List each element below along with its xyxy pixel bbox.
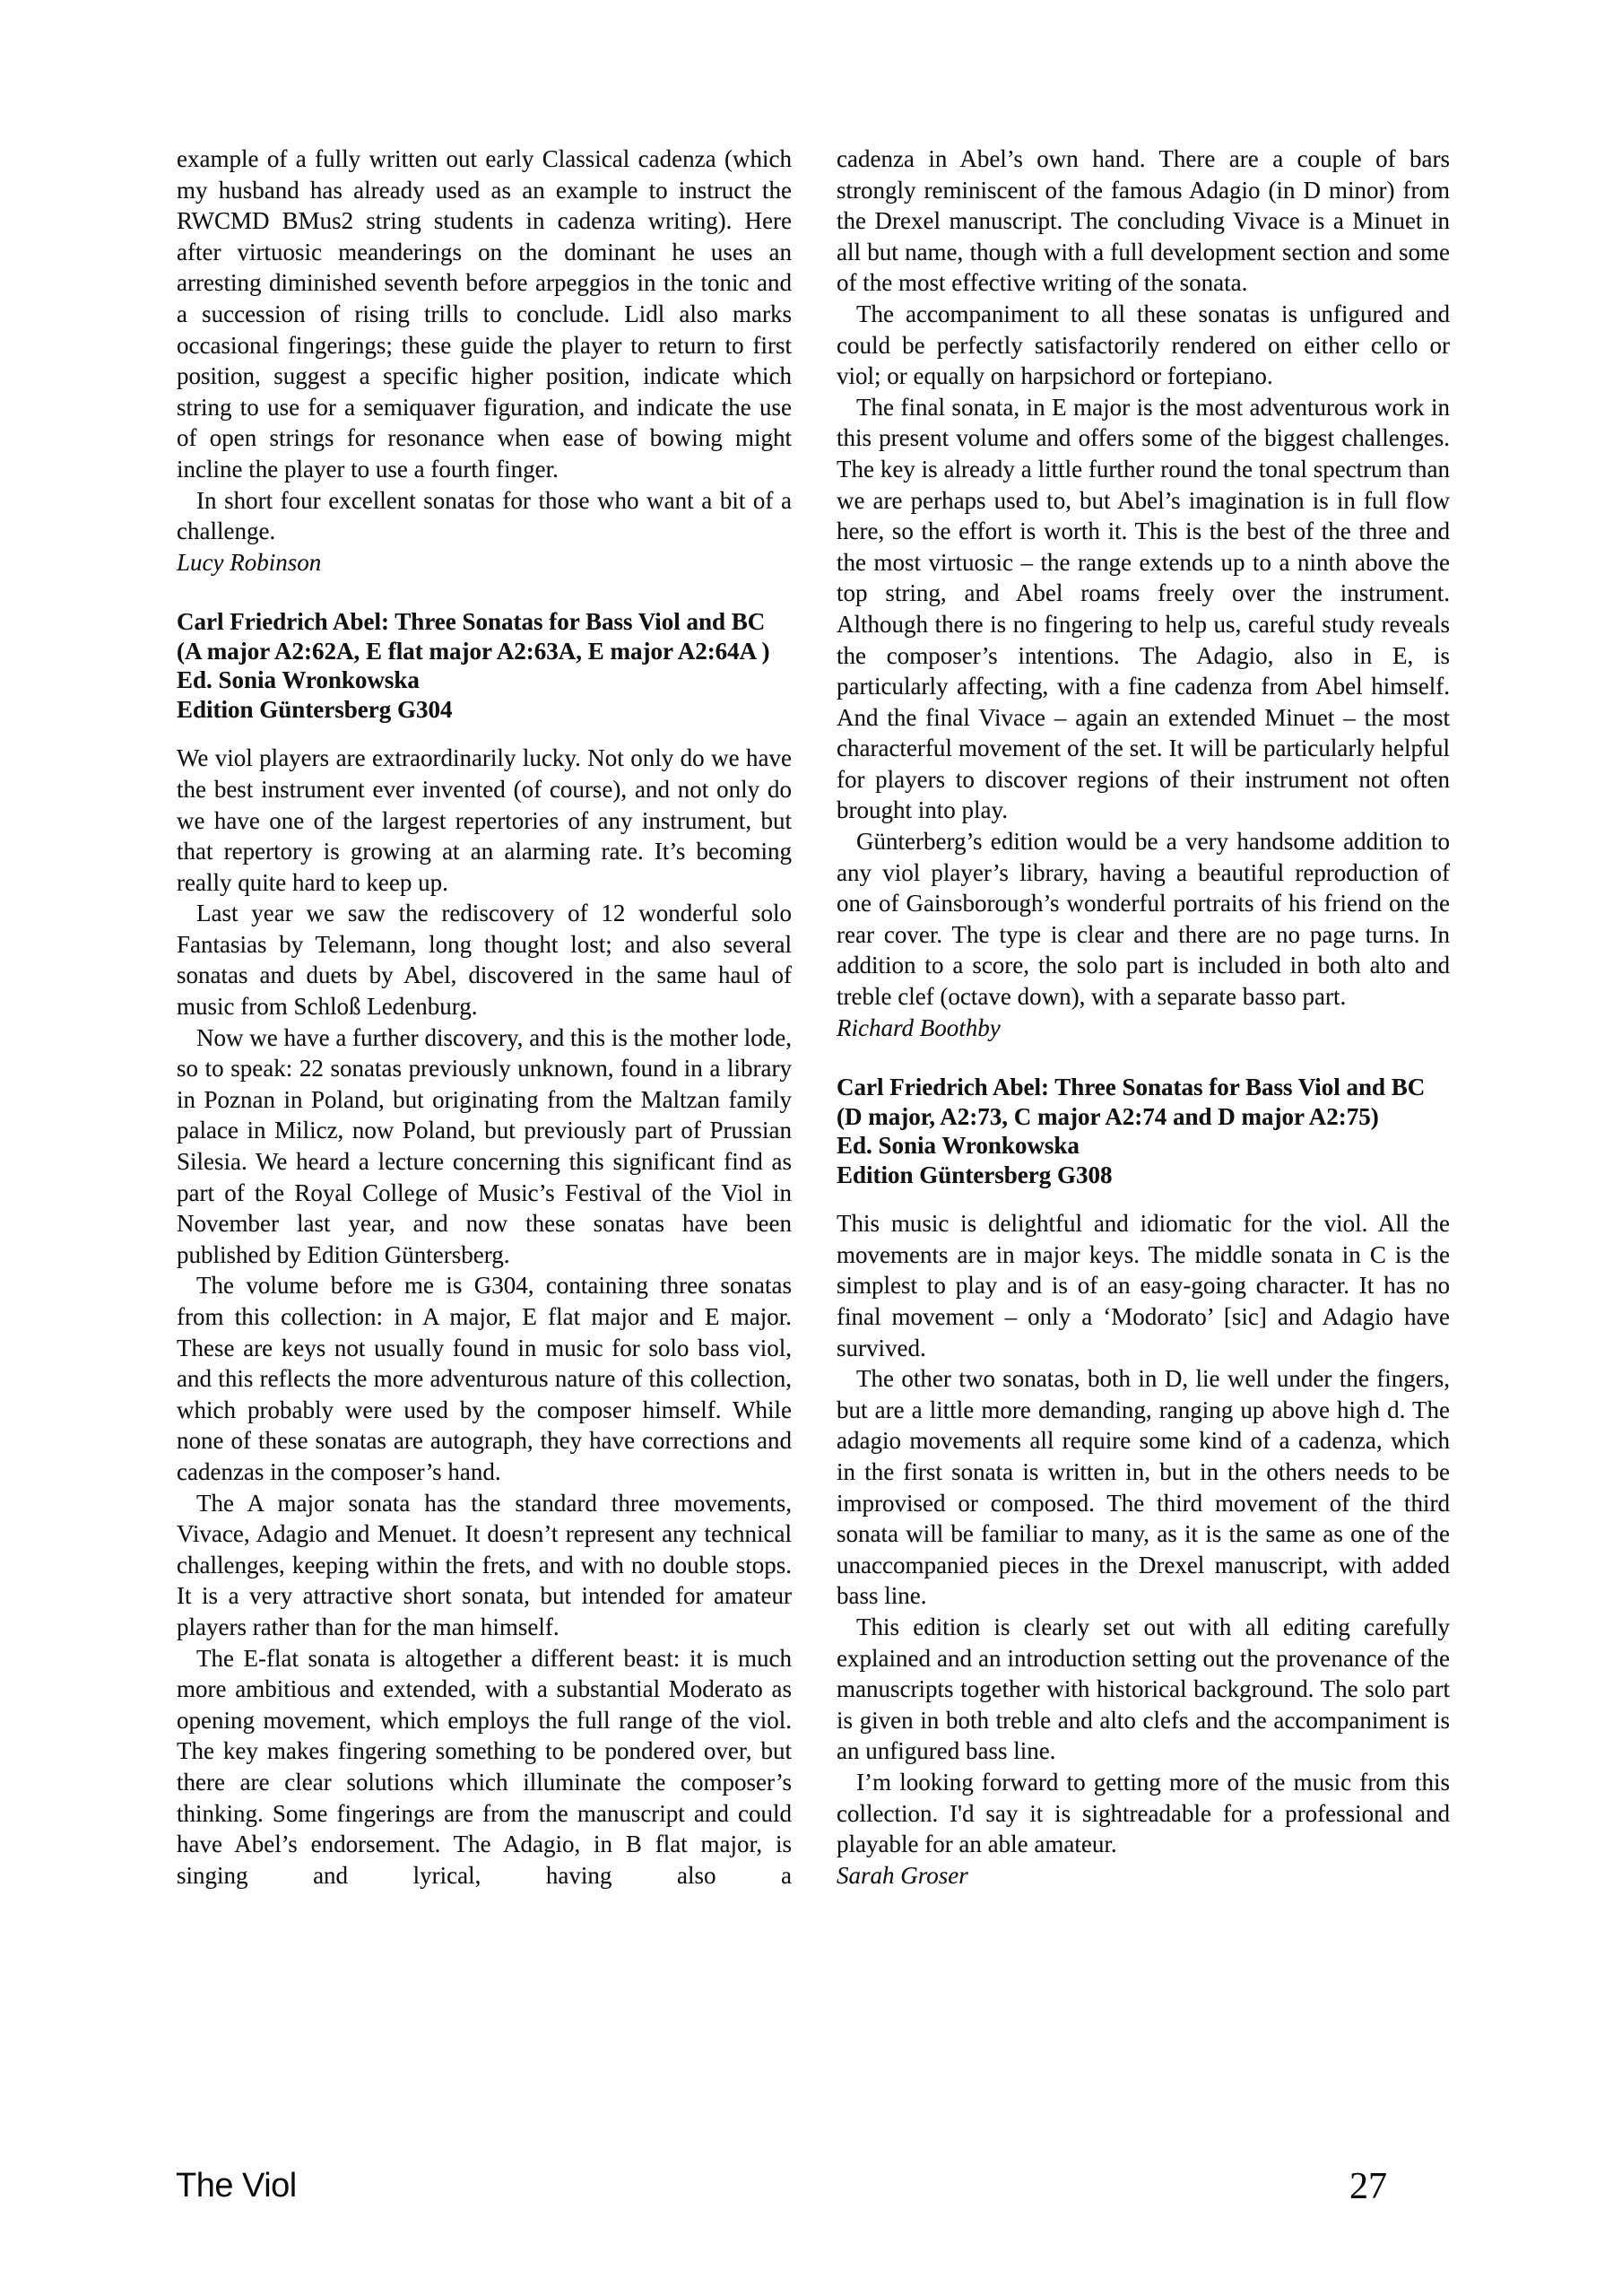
page-number: 27 <box>1349 2166 1387 2207</box>
body-paragraph: I’m looking forward to getting more of the music from this collection. I'd say it is sightreadable for a professional and playable for an able amateur. <box>837 1768 1450 1858</box>
body-paragraph: The other two sonatas, both in D, lie well under the fingers, but are a little more demanding, ranging up above high d. The adagio movements all require some kind of a cadenza, which in the first sonata is written in, but in the others needs to be improvised or composed. The third movement of the third sonata will be familiar to many, as it is the same as one of the unaccompanied pieces in the Drexel manuscript, with added bass line. <box>837 1365 1450 1610</box>
heading-line: Edition Güntersberg G308 <box>837 1161 1113 1188</box>
reviewer-byline: Sarah Groser <box>837 1861 968 1889</box>
body-paragraph: This music is delightful and idiomatic for the viol. All the movements are in major keys. The middle sonata in C is the simplest to play and is of an easy-going character. It has no final movement – only a ‘Modorato’ [sic] and Adagio have survived. <box>837 1210 1450 1361</box>
body-paragraph: The final sonata, in E major is the most adventurous work in this present volume and offers some of the biggest challenges. The key is already a little further round the tonal spectrum than we are perhaps used to, but Abel’s imagination is in full flow here, so the effort is worth it. This is the best of the three and the most virtuosic – the range extends up to a ninth above the top string, and Abel roams freely over the instrument. Although there is no fingering to help us, careful study reveals the composer’s intentions. The Adagio, also in E, is particularly affecting, with a fine cadenza from Abel himself. And the final Vivace – again an extended Minuet – the most characterful movement of the set. It will be particularly helpful for players to discover regions of their instrument not often brought into play. <box>837 393 1450 824</box>
body-paragraph: example of a fully written out early Classical cadenza (which my husband has already used as an example to instruct the RWCMD BMus2 string students in cadenza writing). Here after virtuosic meanderings on the dominant he uses an arresting diminished seventh before arpeggios in the tonic and a succession of rising trills to conclude. Lidl also marks occasional fingerings; these guide the player to return to first position, suggest a specific higher position, indicate which string to use for a semiquaver figuration, and indicate the use of open strings for resonance when ease of bowing might incline the player to use a fourth finger. <box>177 145 792 483</box>
heading-line: Carl Friedrich Abel: Three Sonatas for Bass Viol and BC (A major A2:62A, E flat major A2:63A, E major A2:64A ) <box>177 608 770 665</box>
heading-line: Ed. Sonia Wronkowska <box>177 666 420 694</box>
body-paragraph: Now we have a further discovery, and this is the mother lode, so to speak: 22 sonatas previously unknown, found in a library in Poznan in Poland, but originating from the Maltzan family palace in Milicz, now Poland, but previously part of Prussian Silesia. We heard a lecture concerning this significant find as part of the Royal College of Music’s Festival of the Viol in November last year, and now these sonatas have been published by Edition Güntersberg. <box>177 1023 792 1268</box>
body-paragraph: cadenza in Abel’s own hand. There are a couple of bars strongly reminiscent of the famous Adagio (in D minor) from the Drexel manuscript. The concluding Vivace is a Minuet in all but name, though with a full development section and some of the most effective writing of the sonata. <box>837 145 1450 297</box>
column-left <box>177 144 792 1891</box>
review-heading <box>837 1073 1450 1189</box>
body-paragraph: In short four excellent sonatas for those who want a bit of a challenge. <box>177 486 792 545</box>
body-paragraph: The accompaniment to all these sonatas is unfigured and could be perfectly satisfactorily rendered on either cello or viol; or equally on harpsichord or fortepiano. <box>837 300 1450 390</box>
body-paragraph: The E-flat sonata is altogether a different beast: it is much more ambitious and extended, with a substantial Moderato as opening movement, which employs the full range of the viol. The key makes fingering something to be pondered over, but there are clear solutions which illuminate the composer’s thinking. Some fingerings are from the manuscript and could have Abel’s endorsement. The Adagio, in B flat major, is singing and lyrical, having also a <box>177 1644 792 1889</box>
body-paragraph: Günterberg’s edition would be a very handsome addition to any viol player’s library, having a beautiful reproduction of one of Gainsborough’s wonderful portraits of his friend on the rear cover. The type is clear and there are no page turns. In addition to a score, the solo part is included in both alto and treble clef (octave down), with a separate basso part. <box>837 828 1450 1011</box>
reviewer-byline: Richard Boothby <box>837 1013 1001 1041</box>
body-paragraph: The volume before me is G304, containing three sonatas from this collection: in A major, E flat major and E major. These are keys not usually found in music for solo bass viol, and this reflects the more adventurous nature of this collection, which probably were used by the composer himself. While none of these sonatas are autograph, they have corrections and cadenzas in the composer’s hand. <box>177 1272 792 1485</box>
review-heading <box>177 607 792 724</box>
body-paragraph: This edition is clearly set out with all editing carefully explained and an introduction setting out the provenance of the manuscripts together with historical background. The solo part is given in both treble and alto clefs and the accompaniment is an unfigured bass line. <box>837 1613 1450 1765</box>
journal-title: The Viol <box>176 2167 297 2205</box>
body-paragraph: We viol players are extraordinarily lucky. Not only do we have the best instrument ever invented (of course), and not only do we have one of the largest repertories of any instrument, but that repertory is growing at an alarming rate. It’s becoming really quite hard to keep up. <box>177 744 792 896</box>
body-paragraph: Last year we saw the rediscovery of 12 wonderful solo Fantasias by Telemann, long thought lost; and also several sonatas and duets by Abel, discovered in the same haul of music from Schloß Ledenburg. <box>177 900 792 1021</box>
reviewer-byline: Lucy Robinson <box>177 548 322 576</box>
heading-line: Carl Friedrich Abel: Three Sonatas for Bass Viol and BC (D major, A2:73, C major A2:74 and D major A2:75) <box>837 1074 1426 1130</box>
heading-line: Edition Güntersberg G304 <box>177 695 453 723</box>
heading-line: Ed. Sonia Wronkowska <box>837 1132 1080 1160</box>
column-right <box>837 144 1450 1891</box>
body-paragraph: The A major sonata has the standard three movements, Vivace, Adagio and Menuet. It doesn’t represent any technical challenges, keeping within the frets, and with no double stops. It is a very attractive short sonata, but intended for amateur players rather than for the man himself. <box>177 1489 792 1640</box>
